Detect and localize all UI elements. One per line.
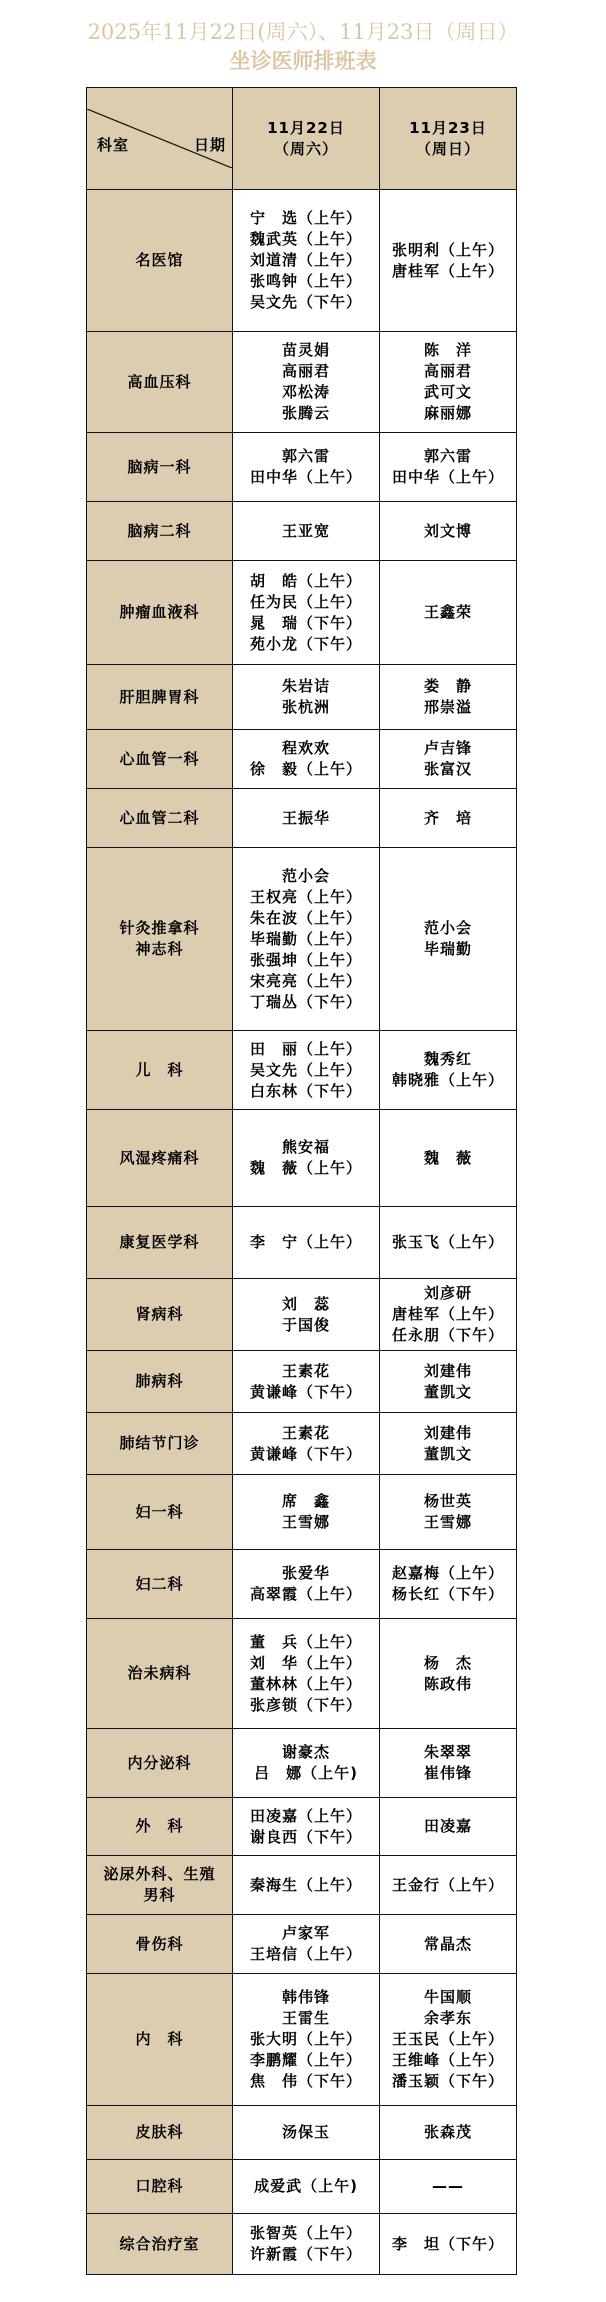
doctor-entry: 董 兵（上午） bbox=[249, 1632, 362, 1651]
page-title-dates: 2025年11月22日(周六）、11月23日（周日） bbox=[87, 20, 519, 44]
doctor-entry: 毕瑞勤 bbox=[423, 940, 472, 958]
day2-doctors-cell bbox=[380, 332, 517, 433]
page-title: 坐诊医师排班表 bbox=[229, 48, 377, 73]
doctor-entry: 余孝东 bbox=[423, 2009, 472, 2027]
doctor-entry: 魏武英（上午） bbox=[249, 230, 362, 248]
table-row bbox=[87, 665, 517, 730]
table-row bbox=[87, 789, 517, 848]
day1-weekday: （周六） bbox=[273, 139, 338, 158]
doctor-entry: 张鸣钟（上午） bbox=[249, 272, 362, 290]
doctor-entry: 田凌嘉 bbox=[423, 1817, 472, 1835]
doctor-entry: 杨 杰 bbox=[423, 1653, 472, 1672]
day1-doctors-cell bbox=[233, 1351, 380, 1413]
doctor-entry: 许新霞（下午） bbox=[249, 2245, 362, 2263]
day2-doctors-cell bbox=[380, 1856, 517, 1915]
department-cell: 康复医学科 bbox=[87, 1207, 233, 1279]
department-cell: 肺结节门诊 bbox=[87, 1413, 233, 1475]
day1-doctors-cell bbox=[233, 561, 380, 665]
doctor-entry: 陈 洋 bbox=[423, 341, 472, 359]
doctor-entry: 黄谦峰（下午） bbox=[249, 1382, 362, 1401]
department-cell: 脑病一科 bbox=[87, 433, 233, 502]
doctor-entry: 王维峰（上午） bbox=[391, 2051, 504, 2069]
doctor-entry: 张彦锁（下午） bbox=[249, 1695, 362, 1714]
department-cell: 高血压科 bbox=[87, 332, 233, 433]
dept-column-label: 科室 bbox=[97, 136, 130, 154]
doctor-entry: 卢家军 bbox=[281, 1924, 330, 1942]
day2-doctors-cell bbox=[380, 2106, 517, 2160]
day2-doctors-cell bbox=[380, 1031, 517, 1110]
table-row bbox=[87, 2160, 517, 2214]
doctor-entry: 王振华 bbox=[281, 808, 330, 827]
department-cell: 心血管一科 bbox=[87, 730, 233, 789]
doctor-entry: 刘文博 bbox=[423, 521, 472, 540]
doctor-entry: 魏 薇（上午） bbox=[249, 1159, 362, 1177]
doctor-entry: 娄 静 bbox=[423, 677, 472, 695]
table-row bbox=[87, 1798, 517, 1856]
doctor-entry: 晁 瑞（下午） bbox=[249, 613, 362, 632]
day2-doctors-cell bbox=[380, 433, 517, 502]
doctor-entry: 杨长红（下午） bbox=[391, 1585, 504, 1603]
doctor-entry: 王玉民（上午） bbox=[391, 2030, 504, 2048]
department-cell: 肾病科 bbox=[87, 1279, 233, 1351]
doctor-entry: 刘 蕊 bbox=[281, 1294, 330, 1313]
table-row bbox=[87, 1974, 517, 2106]
doctor-entry: 麻丽娜 bbox=[423, 404, 472, 422]
doctor-entry: 王雪娜 bbox=[281, 1513, 330, 1531]
day1-doctors-cell bbox=[233, 2214, 380, 2275]
schedule-table bbox=[86, 87, 517, 2275]
doctor-entry: 刘彦研 bbox=[423, 1284, 472, 1302]
doctor-entry: 苑小龙（下午） bbox=[249, 634, 362, 653]
department-cell: 儿 科 bbox=[87, 1031, 233, 1110]
day1-doctors-cell bbox=[233, 332, 380, 433]
doctor-entry: 武可文 bbox=[423, 383, 472, 401]
day1-doctors-cell bbox=[233, 1915, 380, 1974]
doctor-entry: 张爱华 bbox=[281, 1564, 330, 1582]
table-row bbox=[87, 1351, 517, 1413]
doctor-entry: 秦海生（上午） bbox=[249, 1875, 362, 1894]
day1-doctors-cell bbox=[233, 2160, 380, 2214]
day2-doctors-cell bbox=[380, 1110, 517, 1207]
doctor-entry: 徐 毅（上午） bbox=[249, 760, 362, 778]
doctor-entry: 卢吉锋 bbox=[423, 739, 472, 757]
doctor-entry: 王素花 bbox=[281, 1423, 330, 1442]
table-header-row bbox=[87, 88, 517, 190]
doctor-entry: 刘建伟 bbox=[423, 1361, 472, 1380]
day1-doctors-cell bbox=[233, 789, 380, 848]
doctor-entry: 成爱武（上午) bbox=[254, 2177, 358, 2195]
doctor-entry: 王权亮（上午） bbox=[249, 887, 362, 906]
table-row bbox=[87, 1550, 517, 1619]
doctor-entry: 杨世英 bbox=[423, 1492, 472, 1510]
day2-doctors-cell bbox=[380, 1619, 517, 1729]
doctor-entry: 董凯文 bbox=[423, 1444, 472, 1463]
department-cell: 外 科 bbox=[87, 1798, 233, 1856]
day2-doctors-cell bbox=[380, 1279, 517, 1351]
doctor-entry: 李 宁（上午） bbox=[249, 1233, 362, 1251]
day2-doctors-cell bbox=[380, 561, 517, 665]
doctor-entry: 田中华（上午） bbox=[249, 468, 362, 486]
table-row bbox=[87, 1031, 517, 1110]
doctor-entry: 刘建伟 bbox=[423, 1423, 472, 1442]
doctor-entry: 韩晓雅（上午） bbox=[391, 1071, 504, 1089]
doctor-entry: 谢良西（下午） bbox=[249, 1827, 362, 1846]
doctor-entry: 黄谦峰（下午） bbox=[249, 1444, 362, 1463]
doctor-entry: 李鹏耀（上午） bbox=[249, 2051, 362, 2069]
doctor-entry: 白东林（下午） bbox=[249, 1081, 362, 1100]
doctor-entry: 任为民（上午） bbox=[249, 592, 362, 611]
doctor-entry: 范小会 bbox=[281, 866, 330, 885]
department-cell: 脑病二科 bbox=[87, 502, 233, 561]
day1-doctors-cell bbox=[233, 433, 380, 502]
doctor-entry: 张明利（上午） bbox=[391, 240, 504, 259]
day2-doctors-cell bbox=[380, 1207, 517, 1279]
doctor-entry: 田中华（上午） bbox=[391, 468, 504, 486]
doctor-entry: 王雷生 bbox=[281, 2009, 330, 2027]
table-row bbox=[87, 1110, 517, 1207]
department-cell: 骨伤科 bbox=[87, 1915, 233, 1974]
day2-doctors-cell bbox=[380, 665, 517, 730]
doctor-entry: 唐桂军（上午） bbox=[391, 261, 504, 280]
table-row bbox=[87, 1413, 517, 1475]
doctor-entry: 郭六雷 bbox=[281, 447, 330, 465]
day2-doctors-cell bbox=[380, 1729, 517, 1798]
day1-doctors-cell bbox=[233, 1207, 380, 1279]
day1-doctors-cell bbox=[233, 1729, 380, 1798]
department-cell: 治未病科 bbox=[87, 1619, 233, 1729]
day1-doctors-cell bbox=[233, 190, 380, 332]
day2-header-cell bbox=[380, 88, 517, 190]
doctor-entry: 毕瑞勤（上午） bbox=[249, 929, 362, 948]
doctor-entry: 范小会 bbox=[423, 919, 472, 937]
department-cell: 皮肤科 bbox=[87, 2106, 233, 2160]
day2-doctors-cell bbox=[380, 1915, 517, 1974]
doctor-entry: 朱岩诘 bbox=[281, 677, 330, 695]
doctor-entry: 齐 培 bbox=[423, 808, 472, 827]
table-row bbox=[87, 1279, 517, 1351]
doctor-entry: 田 丽（上午） bbox=[249, 1039, 362, 1058]
department-cell: 心血管二科 bbox=[87, 789, 233, 848]
doctor-entry: 张富汉 bbox=[423, 760, 472, 778]
doctor-entry: 王亚宽 bbox=[281, 521, 330, 540]
day2-date: 11月23日 bbox=[409, 118, 487, 137]
doctor-entry: 朱在波（上午） bbox=[249, 908, 362, 927]
doctor-entry: 吴文先（上午） bbox=[249, 1060, 362, 1079]
department-cell: 内 科 bbox=[87, 1974, 233, 2106]
department-cell: 肿瘤血液科 bbox=[87, 561, 233, 665]
table-row bbox=[87, 1915, 517, 1974]
doctor-entry: 宁 选（上午） bbox=[249, 209, 362, 227]
day1-doctors-cell bbox=[233, 1279, 380, 1351]
doctor-entry: 王金行（上午） bbox=[391, 1875, 504, 1894]
day1-doctors-cell bbox=[233, 1031, 380, 1110]
day2-doctors-cell bbox=[380, 1413, 517, 1475]
day2-doctors-cell bbox=[380, 848, 517, 1031]
doctor-entry: 张强坤（上午） bbox=[249, 950, 362, 969]
doctor-entry: 宋亮亮（上午） bbox=[249, 971, 362, 990]
doctor-entry: 魏秀红 bbox=[423, 1050, 472, 1068]
day1-doctors-cell bbox=[233, 665, 380, 730]
day2-doctors-cell bbox=[380, 1798, 517, 1856]
doctor-entry: 王雪娜 bbox=[423, 1513, 472, 1531]
day1-doctors-cell bbox=[233, 1619, 380, 1729]
day2-doctors-cell bbox=[380, 1550, 517, 1619]
doctor-entry: 苗灵娟 bbox=[281, 341, 330, 359]
table-row bbox=[87, 730, 517, 789]
doctor-entry: —— bbox=[432, 2177, 464, 2195]
table-row bbox=[87, 848, 517, 1031]
department-cell: 综合治疗室 bbox=[87, 2214, 233, 2275]
table-row bbox=[87, 2214, 517, 2275]
doctor-entry: 崔伟锋 bbox=[423, 1764, 472, 1782]
day2-doctors-cell bbox=[380, 789, 517, 848]
doctor-entry: 李 坦（下午） bbox=[391, 2234, 504, 2253]
table-row bbox=[87, 2106, 517, 2160]
doctor-entry: 常晶杰 bbox=[423, 1934, 472, 1953]
doctor-entry: 牛国顺 bbox=[423, 1988, 472, 2006]
department-cell: 风湿疼痛科 bbox=[87, 1110, 233, 1207]
day2-doctors-cell bbox=[380, 1475, 517, 1550]
doctor-entry: 高翠霞（上午） bbox=[249, 1585, 362, 1603]
doctor-entry: 邓松涛 bbox=[281, 383, 330, 401]
day1-doctors-cell bbox=[233, 2106, 380, 2160]
day1-doctors-cell bbox=[233, 1413, 380, 1475]
doctor-entry: 汤保玉 bbox=[281, 2123, 330, 2141]
doctor-entry: 邢崇溢 bbox=[423, 698, 472, 716]
doctor-entry: 魏 薇 bbox=[423, 1148, 472, 1167]
day1-doctors-cell bbox=[233, 730, 380, 789]
doctor-entry: 张杭洲 bbox=[281, 698, 330, 716]
day1-doctors-cell bbox=[233, 502, 380, 561]
doctor-entry: 陈政伟 bbox=[423, 1674, 472, 1693]
table-row bbox=[87, 502, 517, 561]
doctor-entry: 王鑫荣 bbox=[423, 603, 472, 621]
doctor-entry: 刘 华（上午） bbox=[249, 1653, 362, 1672]
doctor-entry: 郭六雷 bbox=[423, 447, 472, 465]
doctor-entry: 赵嘉梅（上午） bbox=[391, 1564, 504, 1582]
doctor-entry: 于国俊 bbox=[281, 1315, 330, 1334]
day2-doctors-cell bbox=[380, 1974, 517, 2106]
day1-doctors-cell bbox=[233, 1974, 380, 2106]
doctor-entry: 王培信（上午） bbox=[249, 1945, 362, 1963]
day1-doctors-cell bbox=[233, 1856, 380, 1915]
doctor-entry: 潘玉颖（下午） bbox=[391, 2072, 504, 2090]
day1-header-cell bbox=[233, 88, 380, 190]
doctor-entry: 董凯文 bbox=[423, 1382, 472, 1401]
doctor-entry: 田凌嘉（上午） bbox=[249, 1806, 362, 1825]
day1-doctors-cell bbox=[233, 848, 380, 1031]
doctor-entry: 高丽君 bbox=[423, 362, 472, 380]
day2-doctors-cell bbox=[380, 2214, 517, 2275]
department-cell: 泌尿外科、生殖 男科 bbox=[87, 1856, 233, 1915]
doctor-entry: 任永朋（下午） bbox=[391, 1326, 504, 1344]
doctor-entry: 张腾云 bbox=[281, 404, 330, 422]
department-cell: 名医馆 bbox=[87, 190, 233, 332]
doctor-entry: 韩伟锋 bbox=[281, 1988, 330, 2006]
department-cell: 内分泌科 bbox=[87, 1729, 233, 1798]
doctor-entry: 焦 伟（下午） bbox=[249, 2072, 362, 2090]
doctor-entry: 谢豪杰 bbox=[281, 1743, 330, 1761]
doctor-entry: 高丽君 bbox=[281, 362, 330, 380]
doctor-entry: 熊安福 bbox=[281, 1138, 330, 1156]
doctor-entry: 胡 皓（上午） bbox=[249, 571, 362, 590]
doctor-entry: 张智英（上午） bbox=[249, 2224, 362, 2242]
doctor-entry: 丁瑞丛（下午） bbox=[249, 992, 362, 1011]
day1-doctors-cell bbox=[233, 1475, 380, 1550]
day2-weekday: （周日） bbox=[415, 139, 480, 158]
doctor-entry: 程欢欢 bbox=[281, 739, 330, 757]
doctor-entry: 刘道清（上午） bbox=[249, 251, 362, 269]
table-row bbox=[87, 1856, 517, 1915]
table-row bbox=[87, 561, 517, 665]
table-row bbox=[87, 1475, 517, 1550]
table-row bbox=[87, 190, 517, 332]
doctor-entry: 唐桂军（上午） bbox=[391, 1305, 504, 1323]
table-row bbox=[87, 1619, 517, 1729]
day2-doctors-cell bbox=[380, 1351, 517, 1413]
department-cell: 肝胆脾胃科 bbox=[87, 665, 233, 730]
department-cell: 针灸推拿科 神志科 bbox=[87, 848, 233, 1031]
table-row bbox=[87, 332, 517, 433]
doctor-entry: 吴文先（下午） bbox=[249, 293, 362, 311]
doctor-entry: 朱翠翠 bbox=[423, 1743, 472, 1761]
table-row bbox=[87, 1729, 517, 1798]
day2-doctors-cell bbox=[380, 190, 517, 332]
day1-doctors-cell bbox=[233, 1798, 380, 1856]
table-row bbox=[87, 1207, 517, 1279]
doctor-entry: 席 鑫 bbox=[281, 1492, 330, 1510]
department-cell: 口腔科 bbox=[87, 2160, 233, 2214]
table-row bbox=[87, 433, 517, 502]
doctor-entry: 王素花 bbox=[281, 1361, 330, 1380]
doctor-entry: 张玉飞（上午） bbox=[391, 1233, 504, 1251]
doctor-entry: 张森茂 bbox=[423, 2123, 472, 2141]
doctor-entry: 吕 娜（上午) bbox=[254, 1764, 358, 1782]
corner-header-cell bbox=[87, 88, 233, 190]
date-column-label: 日期 bbox=[193, 136, 226, 154]
day1-doctors-cell bbox=[233, 1110, 380, 1207]
day1-doctors-cell bbox=[233, 1550, 380, 1619]
department-cell: 肺病科 bbox=[87, 1351, 233, 1413]
day1-date: 11月22日 bbox=[267, 118, 345, 137]
day2-doctors-cell bbox=[380, 502, 517, 561]
doctor-entry: 张大明（上午） bbox=[249, 2030, 362, 2048]
department-cell: 妇二科 bbox=[87, 1550, 233, 1619]
department-cell: 妇一科 bbox=[87, 1475, 233, 1550]
day2-doctors-cell bbox=[380, 2160, 517, 2214]
doctor-entry: 董林林（上午） bbox=[249, 1674, 362, 1693]
day2-doctors-cell bbox=[380, 730, 517, 789]
